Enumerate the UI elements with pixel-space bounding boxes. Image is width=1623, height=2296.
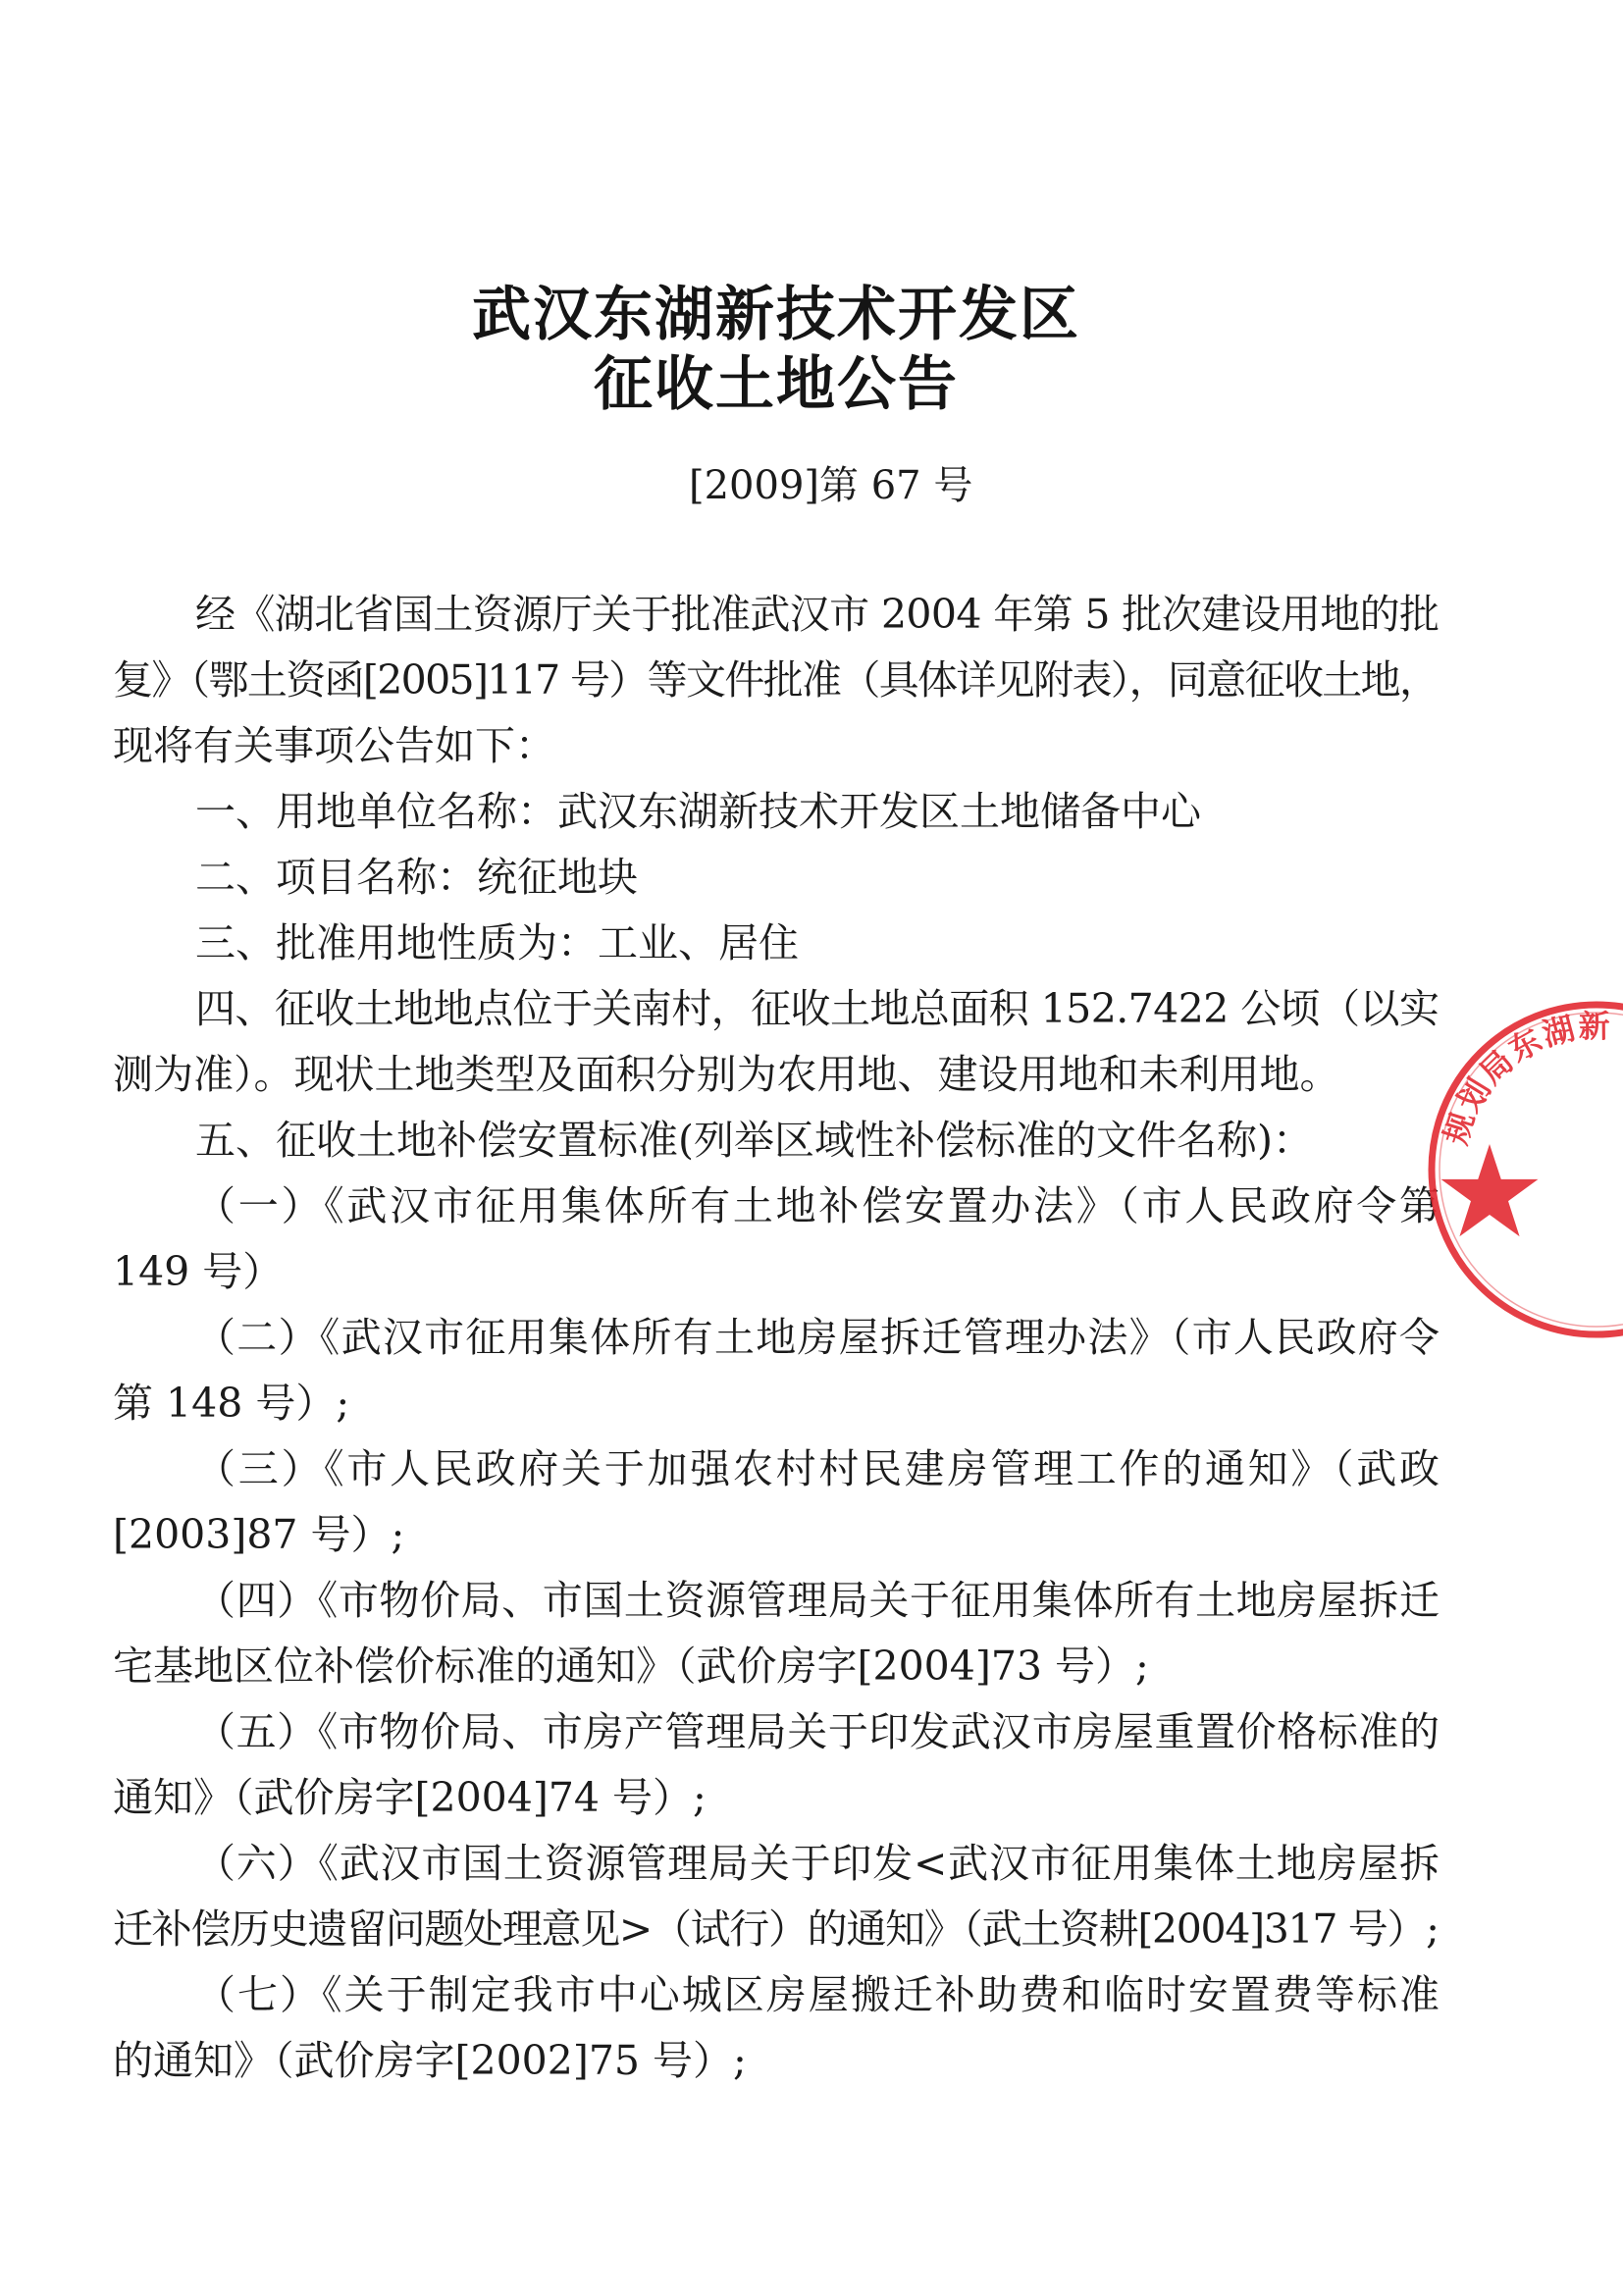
paragraph-line xyxy=(113,1962,1440,2028)
seal-text-path: 规划局东湖新 xyxy=(1437,1007,1612,1149)
line-text: 149 号） xyxy=(113,1248,284,1295)
standard-5 xyxy=(113,1699,1440,1831)
title-line-2: 征收土地公告 xyxy=(594,350,959,419)
line-text: （三）《市人民政府关于加强农村村民建房管理工作的通知》（武政 xyxy=(195,1445,1442,1492)
line-text: 的通知》（武价房字[2002]75 号）; xyxy=(113,2037,747,2084)
official-seal xyxy=(1403,971,1623,1364)
paragraph-line xyxy=(113,1174,1440,1239)
paragraph-line xyxy=(113,1239,1440,1305)
line-text: 经《湖北省国土资源厅关于批准武汉市 2004 年第 5 批次建设用地的批 xyxy=(195,591,1440,638)
paragraph-line xyxy=(113,1765,1440,1831)
paragraph-line xyxy=(113,1436,1440,1502)
line-text: [2003]87 号）; xyxy=(113,1511,405,1558)
paragraph-line xyxy=(113,1108,1440,1174)
paragraph-line xyxy=(113,1371,1440,1436)
line-text: 一、用地单位名称：武汉东湖新技术开发区土地储备中心 xyxy=(195,788,1201,835)
paragraph-line xyxy=(113,1042,1440,1108)
paragraph-line xyxy=(113,2028,1440,2094)
standard-7 xyxy=(113,1962,1440,2094)
paragraph-line xyxy=(113,1305,1440,1371)
line-text: （六）《武汉市国土资源管理局关于印发<武汉市征用集体土地房屋拆 xyxy=(195,1840,1440,1887)
paragraph-line xyxy=(113,911,1440,976)
line-text: （五）《市物价局、市房产管理局关于印发武汉市房屋重置价格标准的 xyxy=(195,1708,1440,1755)
line-text: 四、征收土地地点位于关南村，征收土地总面积 152.7422 公顷（以实 xyxy=(195,985,1440,1032)
item-land-use xyxy=(113,911,1440,976)
standard-1 xyxy=(113,1174,1440,1305)
item-compensation-standards xyxy=(113,1108,1440,1174)
standard-6 xyxy=(113,1831,1440,1962)
line-text: （一）《武汉市征用集体所有土地补偿安置办法》（市人民政府令第 xyxy=(195,1182,1442,1229)
paragraph-intro xyxy=(113,582,1440,779)
line-text: 宅基地区位补偿价标准的通知》（武价房字[2004]73 号）; xyxy=(113,1643,1149,1690)
line-text: 现将有关事项公告如下： xyxy=(113,722,555,769)
line-text: 通知》（武价房字[2004]74 号）; xyxy=(113,1774,707,1821)
standard-2 xyxy=(113,1305,1440,1436)
line-text: 二、项目名称：统征地块 xyxy=(195,854,638,901)
line-text: 三、批准用地性质为：工业、居住 xyxy=(195,919,799,966)
paragraph-line xyxy=(113,779,1440,845)
paragraph-line xyxy=(113,1831,1440,1897)
line-text: 五、征收土地补偿安置标准(列举区域性补偿标准的文件名称)： xyxy=(195,1117,1313,1164)
paragraph-line xyxy=(113,648,1440,713)
title-line-1: 武汉东湖新技术开发区 xyxy=(472,281,1080,349)
item-applicant xyxy=(113,779,1440,845)
line-text: （四）《市物价局、市国土资源管理局关于征用集体所有土地房屋拆迁 xyxy=(195,1577,1440,1624)
standard-4 xyxy=(113,1568,1440,1699)
line-text: 第 148 号）; xyxy=(113,1380,350,1427)
line-text: 复》（鄂土资函[2005]117 号）等文件批准（具体详见附表），同意征收土地， xyxy=(113,656,1439,704)
line-text: （二）《武汉市征用集体所有土地房屋拆迁管理办法》（市人民政府令 xyxy=(195,1314,1441,1361)
paragraph-line xyxy=(113,1502,1440,1568)
seal-text xyxy=(1437,1008,1612,1149)
item-project-name xyxy=(113,845,1440,911)
paragraph-line xyxy=(113,713,1440,779)
paragraph-line xyxy=(113,845,1440,911)
star-icon xyxy=(1441,1144,1539,1236)
paragraph-line xyxy=(113,582,1440,648)
paragraph-line xyxy=(113,976,1440,1042)
document-number: [2009]第 67 号 xyxy=(689,463,973,508)
paragraph-line xyxy=(113,1897,1440,1962)
paragraph-line xyxy=(113,1634,1440,1699)
item-location-area xyxy=(113,976,1440,1108)
paragraph-line xyxy=(113,1568,1440,1634)
line-text: （七）《关于制定我市中心城区房屋搬迁补助费和临时安置费等标准 xyxy=(195,1971,1442,2018)
line-text: 迁补偿历史遗留问题处理意见>（试行）的通知》（武土资耕[2004]317 号）; xyxy=(113,1905,1439,1953)
notice-body xyxy=(113,582,1440,2094)
line-text: 测为准）。现状土地类型及面积分别为农用地、建设用地和未利用地。 xyxy=(113,1051,1340,1098)
standard-3 xyxy=(113,1436,1440,1568)
paragraph-line xyxy=(113,1699,1440,1765)
